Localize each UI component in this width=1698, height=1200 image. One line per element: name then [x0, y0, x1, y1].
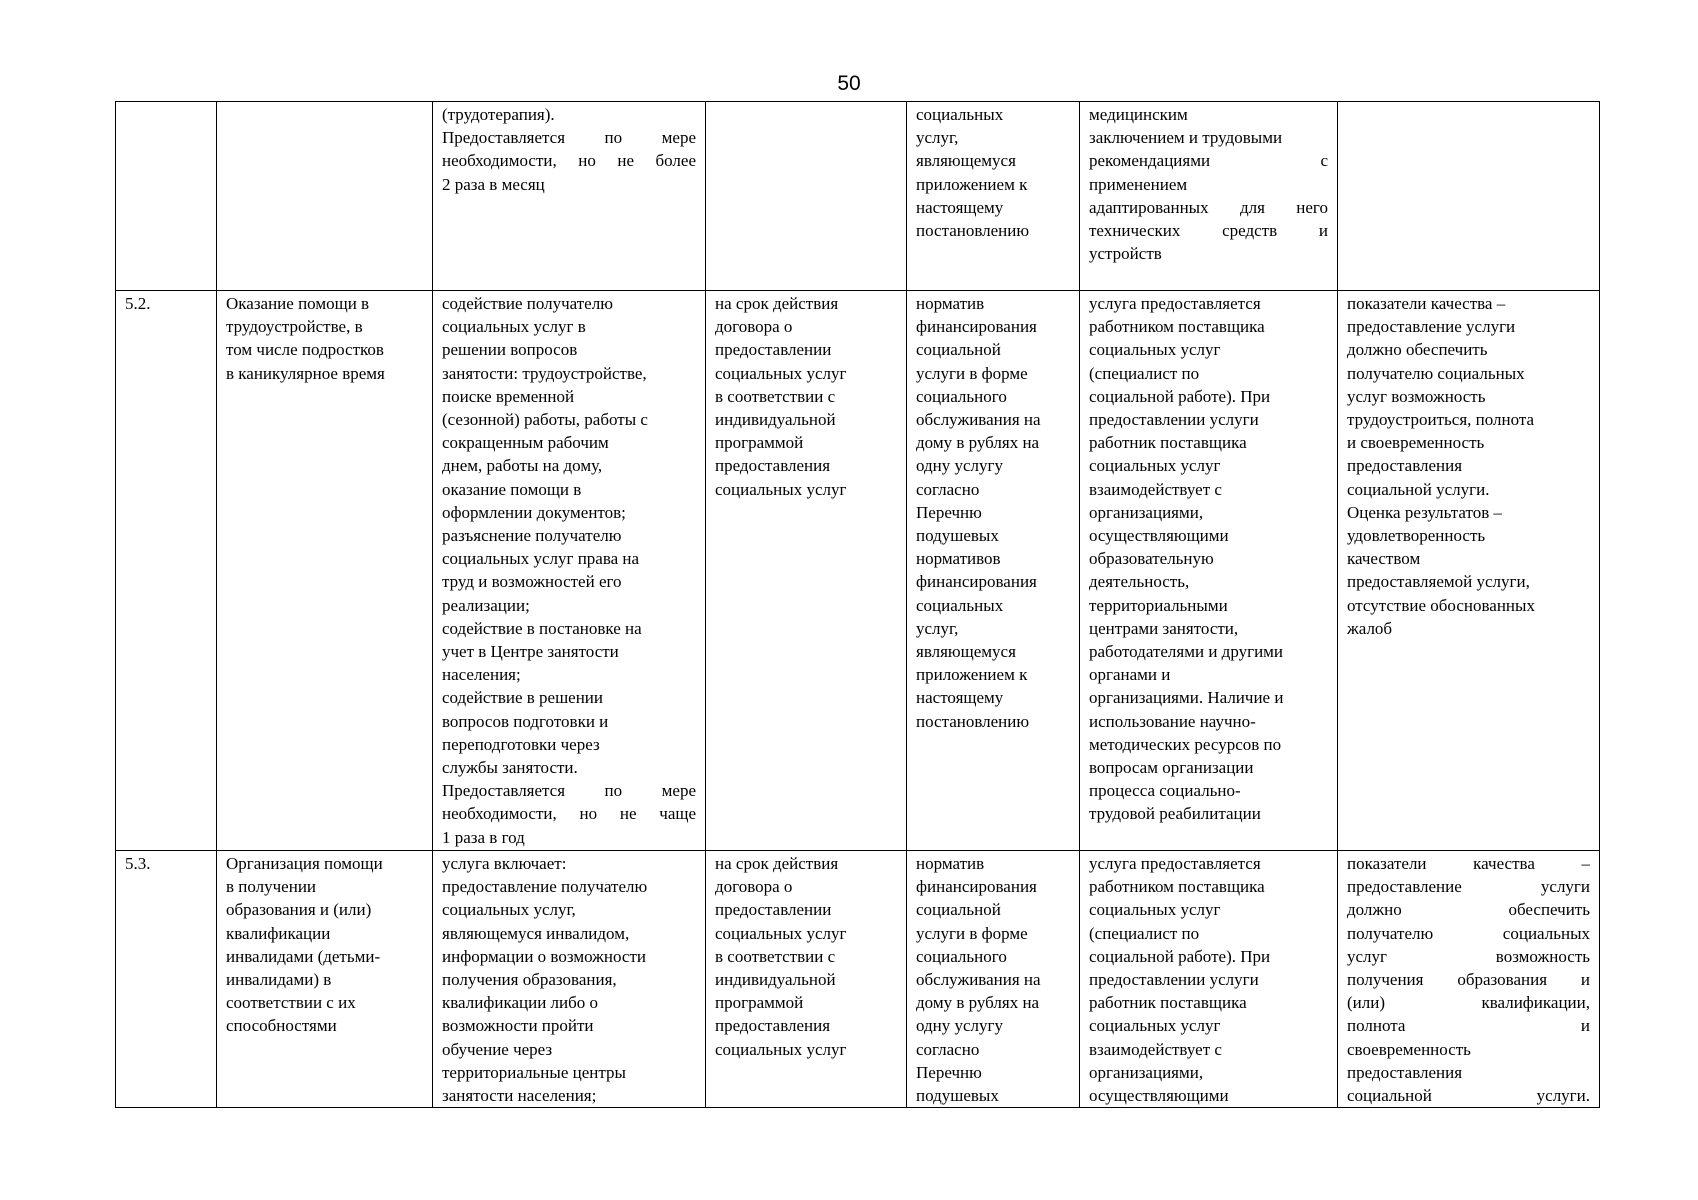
cell-text-line: в каникулярное время	[226, 363, 385, 383]
cell-text-line: рекомендациями с	[1089, 151, 1328, 171]
cell-text-line: социальной работе). При	[1089, 946, 1271, 966]
cell-text-line: дому в рублях на	[916, 433, 1040, 453]
cell-text-line: 1 раза в год	[442, 827, 525, 847]
cell-text-line: сокращенным рабочим	[442, 433, 609, 453]
cell-text-line: предоставление услуги	[1347, 877, 1590, 897]
cell-text-line: адаптированных для него	[1089, 197, 1328, 217]
cell-text-line: услуга предоставляется	[1089, 294, 1261, 313]
cell-text-line: удовлетворенность	[1347, 526, 1486, 546]
cell-financing-norm	[907, 291, 1080, 851]
page-number: 50	[837, 72, 861, 95]
cell-service-conditions	[1080, 102, 1338, 291]
cell-service-name	[217, 851, 433, 1108]
cell-service-number	[116, 851, 217, 1108]
cell-text-line: программой	[715, 433, 804, 453]
cell-text-line: финансирования	[916, 317, 1037, 337]
cell-text-line: работодателями и другими	[1089, 642, 1284, 662]
cell-text-line: способностями	[226, 1016, 337, 1036]
cell-text-line: норматив	[916, 854, 985, 873]
cell-text-line: территориальные центры	[442, 1062, 626, 1082]
cell-text-line: услуга предоставляется	[1089, 854, 1261, 873]
cell-text-line: социальной	[916, 340, 1001, 360]
cell-text-line: устройств	[1089, 244, 1162, 264]
cell-financing-norm	[907, 851, 1080, 1108]
cell-text-line: услуг возможность	[1347, 946, 1590, 966]
cell-text-line: предоставлении	[715, 340, 832, 360]
cell-text-line: осуществляющими	[1089, 1086, 1229, 1106]
cell-text-line: на срок действия	[715, 294, 839, 313]
cell-text-line: услуга включает:	[442, 854, 567, 873]
cell-text-line: согласно	[916, 479, 980, 499]
cell-text-line: получения образования,	[442, 970, 617, 990]
cell-text-line: предоставлении услуги	[1089, 970, 1259, 990]
cell-service-term	[706, 291, 907, 851]
cell-text-line: социальной услуги.	[1347, 1086, 1590, 1106]
cell-text-line: территориальными	[1089, 595, 1228, 615]
cell-text-line: своевременность	[1347, 1039, 1471, 1059]
cell-text-line: труд и возможностей его	[442, 572, 622, 592]
cell-text-line: приложением к	[916, 665, 1028, 685]
cell-text-line: жалоб	[1347, 618, 1393, 638]
cell-text-line: процесса социально-	[1089, 781, 1241, 801]
table-row	[116, 291, 1600, 851]
cell-service-conditions	[1080, 291, 1338, 851]
cell-text-line: работником поставщика	[1089, 317, 1265, 337]
cell-text-line: социальных услуг	[715, 923, 847, 943]
cell-text-line: содействие получателю	[442, 294, 613, 313]
cell-text-line: постановлению	[916, 711, 1030, 731]
cell-text-line: Перечню	[916, 1062, 982, 1082]
cell-text-line: предоставления	[715, 456, 831, 476]
cell-text-line: услуги в форме	[916, 923, 1028, 943]
cell-text-line: полнота и	[1347, 1016, 1590, 1036]
cell-text-line: взаимодействует с	[1089, 1039, 1222, 1059]
cell-text-line: предоставляемой услуги,	[1347, 572, 1530, 592]
cell-text-line: и своевременность	[1347, 433, 1485, 453]
cell-text-line: предоставление услуги	[1347, 317, 1516, 337]
cell-text-line: соответствии с их	[226, 993, 356, 1013]
cell-text-line: социального	[916, 946, 1007, 966]
cell-text-line: постановлению	[916, 221, 1030, 241]
cell-text-line: Организация помощи	[226, 854, 383, 873]
cell-service-content	[433, 851, 706, 1108]
cell-text-line: (трудотерапия).	[442, 105, 555, 124]
cell-text-line: должно обеспечить	[1347, 900, 1590, 920]
cell-text-line: на срок действия	[715, 854, 839, 873]
services-table	[115, 101, 1600, 1108]
cell-text-line: (специалист по	[1089, 923, 1200, 943]
cell-service-content	[433, 102, 706, 291]
cell-text-line: подушевых	[916, 526, 999, 546]
cell-text-line: норматив	[916, 294, 985, 313]
cell-quality-indicators	[1338, 102, 1600, 291]
cell-financing-norm	[907, 102, 1080, 291]
cell-text-line: необходимости, но не чаще	[442, 804, 696, 824]
cell-quality-indicators	[1338, 851, 1600, 1108]
cell-text-line: медицинским	[1089, 105, 1188, 124]
cell-service-number	[116, 102, 217, 291]
cell-text-line: разъяснение получателю	[442, 526, 622, 546]
cell-text-line: социальной работе). При	[1089, 386, 1271, 406]
cell-text-line: оказание помощи в	[442, 479, 582, 499]
cell-text-line: Оценка результатов –	[1347, 502, 1502, 522]
cell-quality-indicators	[1338, 291, 1600, 851]
cell-text-line: центрами занятости,	[1089, 618, 1239, 638]
cell-text-line: применением	[1089, 174, 1188, 194]
cell-text-line: днем, работы на дому,	[442, 456, 603, 476]
table-row	[116, 851, 1600, 1108]
cell-text-line: качеством	[1347, 549, 1421, 569]
cell-text-line: являющемуся	[916, 642, 1016, 662]
cell-text-line: 5.3.	[125, 854, 151, 873]
cell-text-line: обучение через	[442, 1039, 553, 1059]
cell-text-line: приложением к	[916, 174, 1028, 194]
cell-service-term	[706, 102, 907, 291]
cell-text-line: (сезонной) работы, работы с	[442, 410, 648, 430]
cell-text-line: переподготовки через	[442, 734, 600, 754]
cell-text-line: индивидуальной	[715, 970, 836, 990]
cell-text-line: работник поставщика	[1089, 993, 1247, 1013]
cell-text-line: одну услугу	[916, 456, 1004, 476]
cell-text-line: социальных услуг в	[442, 317, 586, 337]
cell-text-line: являющемуся инвалидом,	[442, 923, 630, 943]
cell-text-line: социальных	[916, 595, 1004, 615]
cell-service-number	[116, 291, 217, 851]
cell-text-line: договора о	[715, 317, 793, 337]
cell-text-line: финансирования	[916, 572, 1037, 592]
cell-text-line: работник поставщика	[1089, 433, 1247, 453]
cell-text-line: службы занятости.	[442, 758, 578, 778]
cell-text-line: том числе подростков	[226, 340, 384, 360]
cell-text-line: технических средств и	[1089, 221, 1328, 241]
cell-text-line: образования и (или)	[226, 900, 372, 920]
cell-text-line: Перечню	[916, 502, 982, 522]
cell-text-line: договора о	[715, 877, 793, 897]
cell-text-line: услуги в форме	[916, 363, 1028, 383]
cell-text-line: образовательную	[1089, 549, 1214, 569]
cell-text-line: оформлении документов;	[442, 502, 626, 522]
cell-text-line: предоставления	[715, 1016, 831, 1036]
cell-text-line: социальных услуг	[715, 1039, 847, 1059]
cell-text-line: содействие в решении	[442, 688, 603, 708]
cell-text-line: социальных услуг	[1089, 456, 1221, 476]
cell-text-line: заключением и трудовыми	[1089, 128, 1283, 148]
cell-text-line: в соответствии с	[715, 386, 836, 406]
cell-text-line: настоящему	[916, 197, 1004, 217]
cell-text-line: социальной услуги.	[1347, 479, 1490, 499]
cell-text-line: социальных услуг,	[442, 900, 576, 920]
cell-text-line: Предоставляется по мере	[442, 781, 696, 801]
cell-text-line: использование научно-	[1089, 711, 1256, 731]
cell-text-line: социальных услуг	[1089, 1016, 1221, 1036]
cell-text-line: услуг,	[916, 618, 959, 638]
cell-text-line: осуществляющими	[1089, 526, 1229, 546]
cell-text-line: возможности пройти	[442, 1016, 594, 1036]
cell-text-line: обслуживания на	[916, 970, 1041, 990]
cell-text-line: в получении	[226, 877, 317, 897]
cell-text-line: организациями,	[1089, 502, 1204, 522]
cell-text-line: услуг,	[916, 128, 959, 148]
table-row	[116, 102, 1600, 291]
cell-text-line: услуг возможность	[1347, 386, 1486, 406]
cell-text-line: трудоустроиться, полнота	[1347, 410, 1535, 430]
cell-service-conditions	[1080, 851, 1338, 1108]
cell-text-line: методических ресурсов по	[1089, 734, 1282, 754]
cell-text-line: 2 раза в месяц	[442, 174, 545, 194]
cell-text-line: необходимости, но не более	[442, 151, 696, 171]
cell-text-line: индивидуальной	[715, 410, 836, 430]
cell-text-line: отсутствие обоснованных	[1347, 595, 1535, 615]
cell-text-line: предоставления	[1347, 1062, 1463, 1082]
cell-text-line: вопросов подготовки и	[442, 711, 609, 731]
cell-text-line: реализации;	[442, 595, 530, 615]
cell-text-line: организациями,	[1089, 1062, 1204, 1082]
cell-text-line: социальных услуг	[715, 363, 847, 383]
cell-text-line: решении вопросов	[442, 340, 578, 360]
cell-text-line: в соответствии с	[715, 946, 836, 966]
cell-text-line: социальных услуг	[1089, 900, 1221, 920]
cell-text-line: работником поставщика	[1089, 877, 1265, 897]
cell-text-line: инвалидами (детьми-	[226, 946, 381, 966]
cell-text-line: учет в Центре занятости	[442, 642, 619, 662]
cell-text-line: показатели качества –	[1347, 294, 1506, 313]
cell-text-line: обслуживания на	[916, 410, 1041, 430]
cell-text-line: информации о возможности	[442, 946, 646, 966]
cell-text-line: содействие в постановке на	[442, 618, 642, 638]
cell-text-line: нормативов	[916, 549, 1001, 569]
cell-text-line: Предоставляется по мере	[442, 128, 696, 148]
cell-text-line: подушевых	[916, 1086, 999, 1106]
cell-text-line: показатели качества –	[1347, 854, 1590, 873]
cell-text-line: одну услугу	[916, 1016, 1004, 1036]
cell-text-line: социального	[916, 386, 1007, 406]
cell-text-line: согласно	[916, 1039, 980, 1059]
cell-text-line: организациями. Наличие и	[1089, 688, 1284, 708]
cell-text-line: трудоустройстве, в	[226, 317, 363, 337]
cell-text-line: настоящему	[916, 688, 1004, 708]
cell-text-line: поиске временной	[442, 386, 575, 406]
cell-text-line: взаимодействует с	[1089, 479, 1222, 499]
cell-text-line: социальных услуг права на	[442, 549, 640, 569]
cell-text-line: программой	[715, 993, 804, 1013]
cell-text-line: деятельность,	[1089, 572, 1190, 592]
cell-text-line: социальной	[916, 900, 1001, 920]
cell-text-line: 5.2.	[125, 294, 151, 313]
cell-text-line: финансирования	[916, 877, 1037, 897]
cell-service-name	[217, 291, 433, 851]
cell-text-line: предоставление получателю	[442, 877, 648, 897]
cell-text-line: получателю социальных	[1347, 363, 1525, 383]
cell-text-line: социальных услуг	[1089, 340, 1221, 360]
cell-text-line: Оказание помощи в	[226, 294, 370, 313]
cell-text-line: квалификации	[226, 923, 331, 943]
cell-text-line: получателю социальных	[1347, 923, 1590, 943]
cell-text-line: квалификации либо о	[442, 993, 599, 1013]
cell-text-line: должно обеспечить	[1347, 340, 1488, 360]
cell-text-line: занятости населения;	[442, 1086, 597, 1106]
cell-text-line: занятости: трудоустройстве,	[442, 363, 647, 383]
cell-text-line: трудовой реабилитации	[1089, 804, 1261, 824]
cell-text-line: инвалидами) в	[226, 970, 332, 990]
cell-text-line: населения;	[442, 665, 521, 685]
cell-text-line: получения образования и	[1347, 970, 1590, 990]
cell-text-line: предоставлении	[715, 900, 832, 920]
cell-service-content	[433, 291, 706, 851]
cell-text-line: дому в рублях на	[916, 993, 1040, 1013]
cell-service-name	[217, 102, 433, 291]
cell-text-line: вопросам организации	[1089, 758, 1254, 778]
cell-text-line: являющемуся	[916, 151, 1016, 171]
cell-text-line: социальных услуг	[715, 479, 847, 499]
cell-text-line: социальных	[916, 105, 1004, 124]
cell-text-line: органами и	[1089, 665, 1171, 685]
cell-service-term	[706, 851, 907, 1108]
cell-text-line: (или) квалификации,	[1347, 993, 1590, 1013]
cell-text-line: (специалист по	[1089, 363, 1200, 383]
cell-text-line: предоставления	[1347, 456, 1463, 476]
cell-text-line: предоставлении услуги	[1089, 410, 1259, 430]
